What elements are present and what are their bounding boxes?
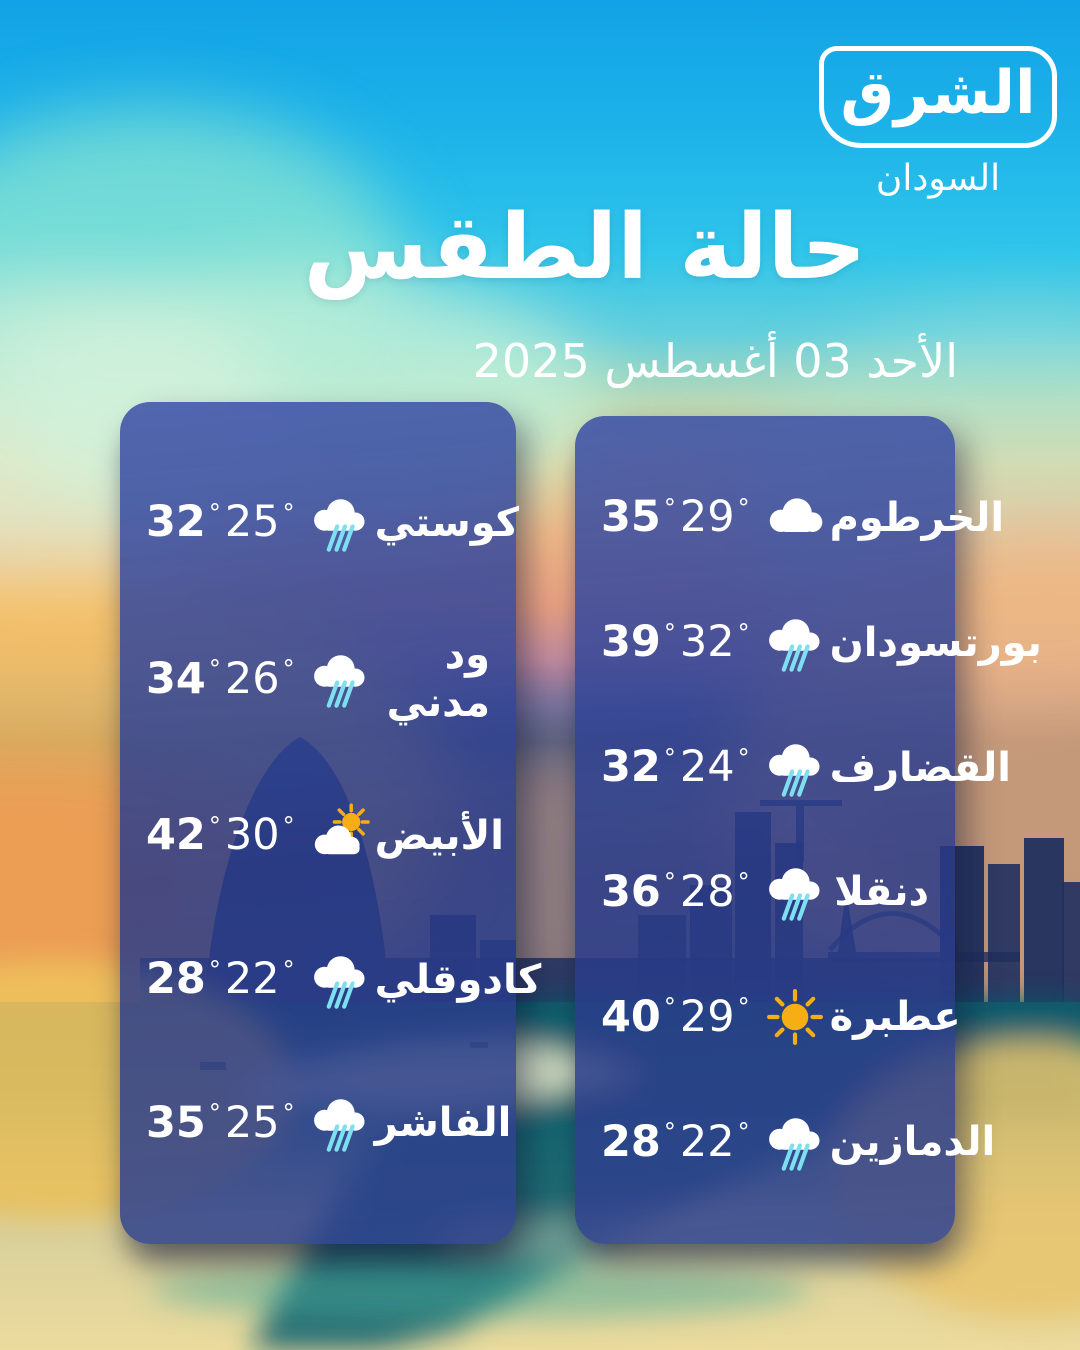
high-temperature: 34 xyxy=(146,653,206,704)
temperature-group xyxy=(146,488,375,558)
temperature-group xyxy=(601,608,830,678)
city-name: الدمازين xyxy=(829,1119,996,1166)
weather-row xyxy=(601,982,961,1052)
temperature-group xyxy=(146,644,375,714)
degree-symbol: ° xyxy=(208,955,221,984)
high-temperature: 32 xyxy=(601,742,661,793)
degree-symbol: ° xyxy=(208,811,221,840)
weather-row xyxy=(601,608,1042,678)
degree-symbol: ° xyxy=(282,1099,295,1128)
high-temperature: 28 xyxy=(601,1116,661,1167)
high-temperature: 32 xyxy=(146,497,206,548)
weather-row xyxy=(601,483,1005,553)
cloud-icon xyxy=(760,483,830,553)
low-temperature: 30 xyxy=(224,810,280,861)
cloud-rain-icon xyxy=(305,644,375,714)
high-temperature: 35 xyxy=(146,1097,206,1148)
low-temperature: 29 xyxy=(679,492,735,543)
low-temperature: 22 xyxy=(679,1116,735,1167)
low-temperature: 28 xyxy=(679,866,735,917)
logo-frame xyxy=(819,46,1057,148)
degree-symbol: ° xyxy=(663,618,676,647)
low-temperature: 24 xyxy=(679,742,735,793)
cloud-rain-icon xyxy=(760,857,830,927)
low-temperature: 29 xyxy=(679,991,735,1042)
temperature-group xyxy=(601,483,830,553)
degree-symbol: ° xyxy=(663,868,676,897)
city-name: الخرطوم xyxy=(829,494,1005,541)
degree-symbol: ° xyxy=(282,498,295,527)
degree-symbol: ° xyxy=(208,498,221,527)
degree-symbol: ° xyxy=(282,955,295,984)
weather-row xyxy=(146,945,542,1015)
degree-symbol: ° xyxy=(208,655,221,684)
low-temperature: 25 xyxy=(224,1097,280,1148)
high-temperature: 28 xyxy=(146,954,206,1005)
temperature-group xyxy=(601,1107,830,1177)
sun-cloud-icon xyxy=(305,801,375,871)
high-temperature: 40 xyxy=(601,991,661,1042)
city-name: دنقلا xyxy=(834,869,929,916)
weather-row xyxy=(601,1107,996,1177)
cloud-rain-icon xyxy=(305,1088,375,1158)
logo-region-label: السودان xyxy=(875,158,1001,199)
high-temperature: 39 xyxy=(601,617,661,668)
city-name: عطبرة xyxy=(829,994,961,1041)
logo-wordmark: الشرق xyxy=(840,58,1036,128)
degree-symbol: ° xyxy=(737,1118,750,1147)
weather-row xyxy=(601,857,929,927)
temperature-group xyxy=(146,801,375,871)
high-temperature: 42 xyxy=(146,810,206,861)
degree-symbol: ° xyxy=(737,993,750,1022)
temperature-group xyxy=(601,857,830,927)
cloud-rain-icon xyxy=(305,945,375,1015)
degree-symbol: ° xyxy=(282,811,295,840)
high-temperature: 35 xyxy=(601,492,661,543)
city-name: بورتسودان xyxy=(829,619,1042,666)
weather-row xyxy=(601,733,1012,803)
weather-row xyxy=(146,488,520,558)
degree-symbol: ° xyxy=(663,743,676,772)
degree-symbol: ° xyxy=(208,1099,221,1128)
temperature-group xyxy=(601,982,830,1052)
city-name: ود مدني xyxy=(386,632,490,727)
low-temperature: 25 xyxy=(224,497,280,548)
weather-row xyxy=(146,1088,512,1158)
sun-icon xyxy=(760,982,830,1052)
degree-symbol: ° xyxy=(737,743,750,772)
weather-panel-right xyxy=(575,416,1042,1244)
temperature-group xyxy=(146,945,375,1015)
city-name: كادوقلي xyxy=(374,956,542,1003)
weather-panel-left xyxy=(120,402,542,1244)
city-name: كوستي xyxy=(374,499,520,546)
weather-row xyxy=(146,631,490,727)
city-name: الفاشر xyxy=(374,1100,512,1147)
brand-logo xyxy=(819,46,1057,199)
degree-symbol: ° xyxy=(737,493,750,522)
degree-symbol: ° xyxy=(737,868,750,897)
temperature-group xyxy=(146,1088,375,1158)
temperature-group xyxy=(601,733,830,803)
city-name: الأبيض xyxy=(374,812,504,859)
degree-symbol: ° xyxy=(663,493,676,522)
degree-symbol: ° xyxy=(663,993,676,1022)
low-temperature: 32 xyxy=(679,617,735,668)
forecast-date: الأحد 03 أغسطس 2025 xyxy=(472,334,958,388)
cloud-rain-icon xyxy=(760,608,830,678)
weather-row xyxy=(146,801,504,871)
cloud-rain-icon xyxy=(760,1107,830,1177)
degree-symbol: ° xyxy=(282,655,295,684)
cloud-rain-icon xyxy=(760,733,830,803)
high-temperature: 36 xyxy=(601,866,661,917)
degree-symbol: ° xyxy=(737,618,750,647)
degree-symbol: ° xyxy=(663,1118,676,1147)
city-name: القضارف xyxy=(829,744,1012,791)
cloud-rain-icon xyxy=(305,488,375,558)
low-temperature: 22 xyxy=(224,954,280,1005)
page-title: حالة الطقس xyxy=(303,195,867,300)
low-temperature: 26 xyxy=(224,653,280,704)
